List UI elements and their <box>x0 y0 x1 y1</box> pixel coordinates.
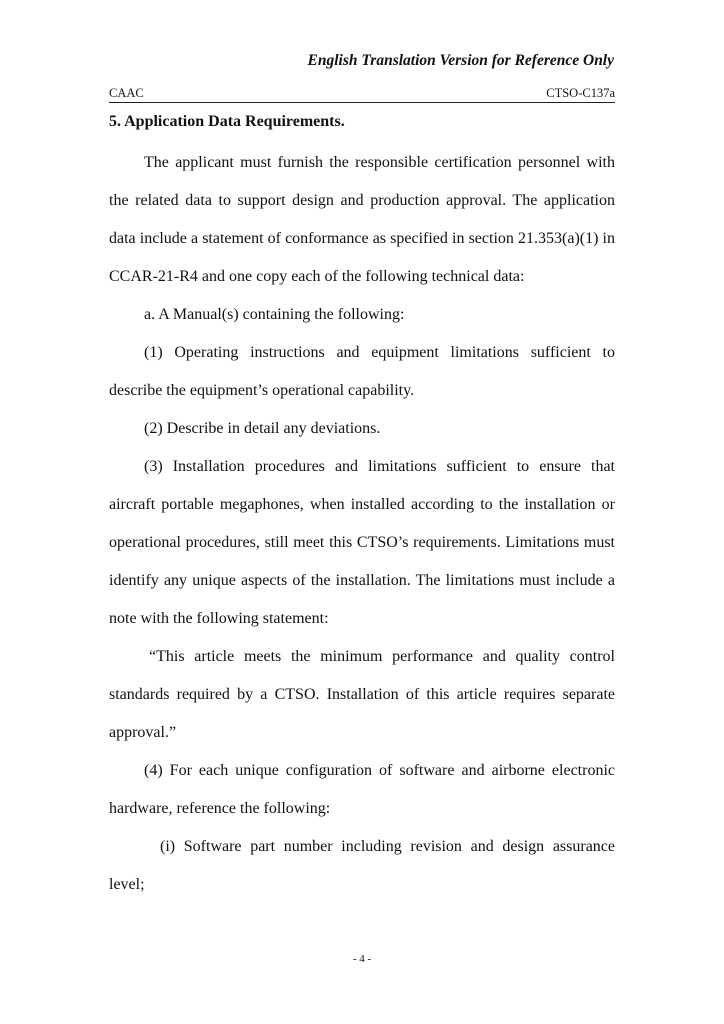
paragraph-item-3: (3) Installation procedures and limitations sufficient to ensure that aircraft portable megaphones, when installed according to the installation or operational procedures, still meet this CTSO’s requirements. Limitations must identify any unique aspects of the installation. The limitations must include a note with the following statement: <box>109 458 615 627</box>
page-number: - 4 - <box>352 953 372 965</box>
paragraph-item-2: (2) Describe in detail any deviations. <box>144 420 381 437</box>
section-heading: 5. Application Data Requirements. <box>109 113 345 130</box>
page-body <box>109 110 615 904</box>
paragraph-item-1: (1) Operating instructions and equipment limitations sufficient to describe the equipment’s operational capability. <box>109 344 615 399</box>
translation-banner: English Translation Version for Reference Only <box>307 52 614 69</box>
header-right: CTSO-C137a <box>546 86 615 100</box>
running-header <box>109 86 615 103</box>
paragraph-quote: “This article meets the minimum performance and quality control standards required by a CTSO. Installation of this article requires separate approval.” <box>109 648 615 741</box>
paragraph-item-4: (4) For each unique configuration of software and airborne electronic hardware, reference the following: <box>109 762 615 817</box>
paragraph-subitem-i: (i) Software part number including revision and design assurance level; <box>109 838 615 893</box>
header-left: CAAC <box>109 86 144 100</box>
paragraph-manual: a. A Manual(s) containing the following: <box>144 306 405 323</box>
paragraph-intro: The applicant must furnish the responsible certification personnel with the related data to support design and production approval. The application data include a statement of conformance as specified in section 21.353(a)(1) in CCAR-21-R4 and one copy each of the following technical data: <box>109 154 615 285</box>
